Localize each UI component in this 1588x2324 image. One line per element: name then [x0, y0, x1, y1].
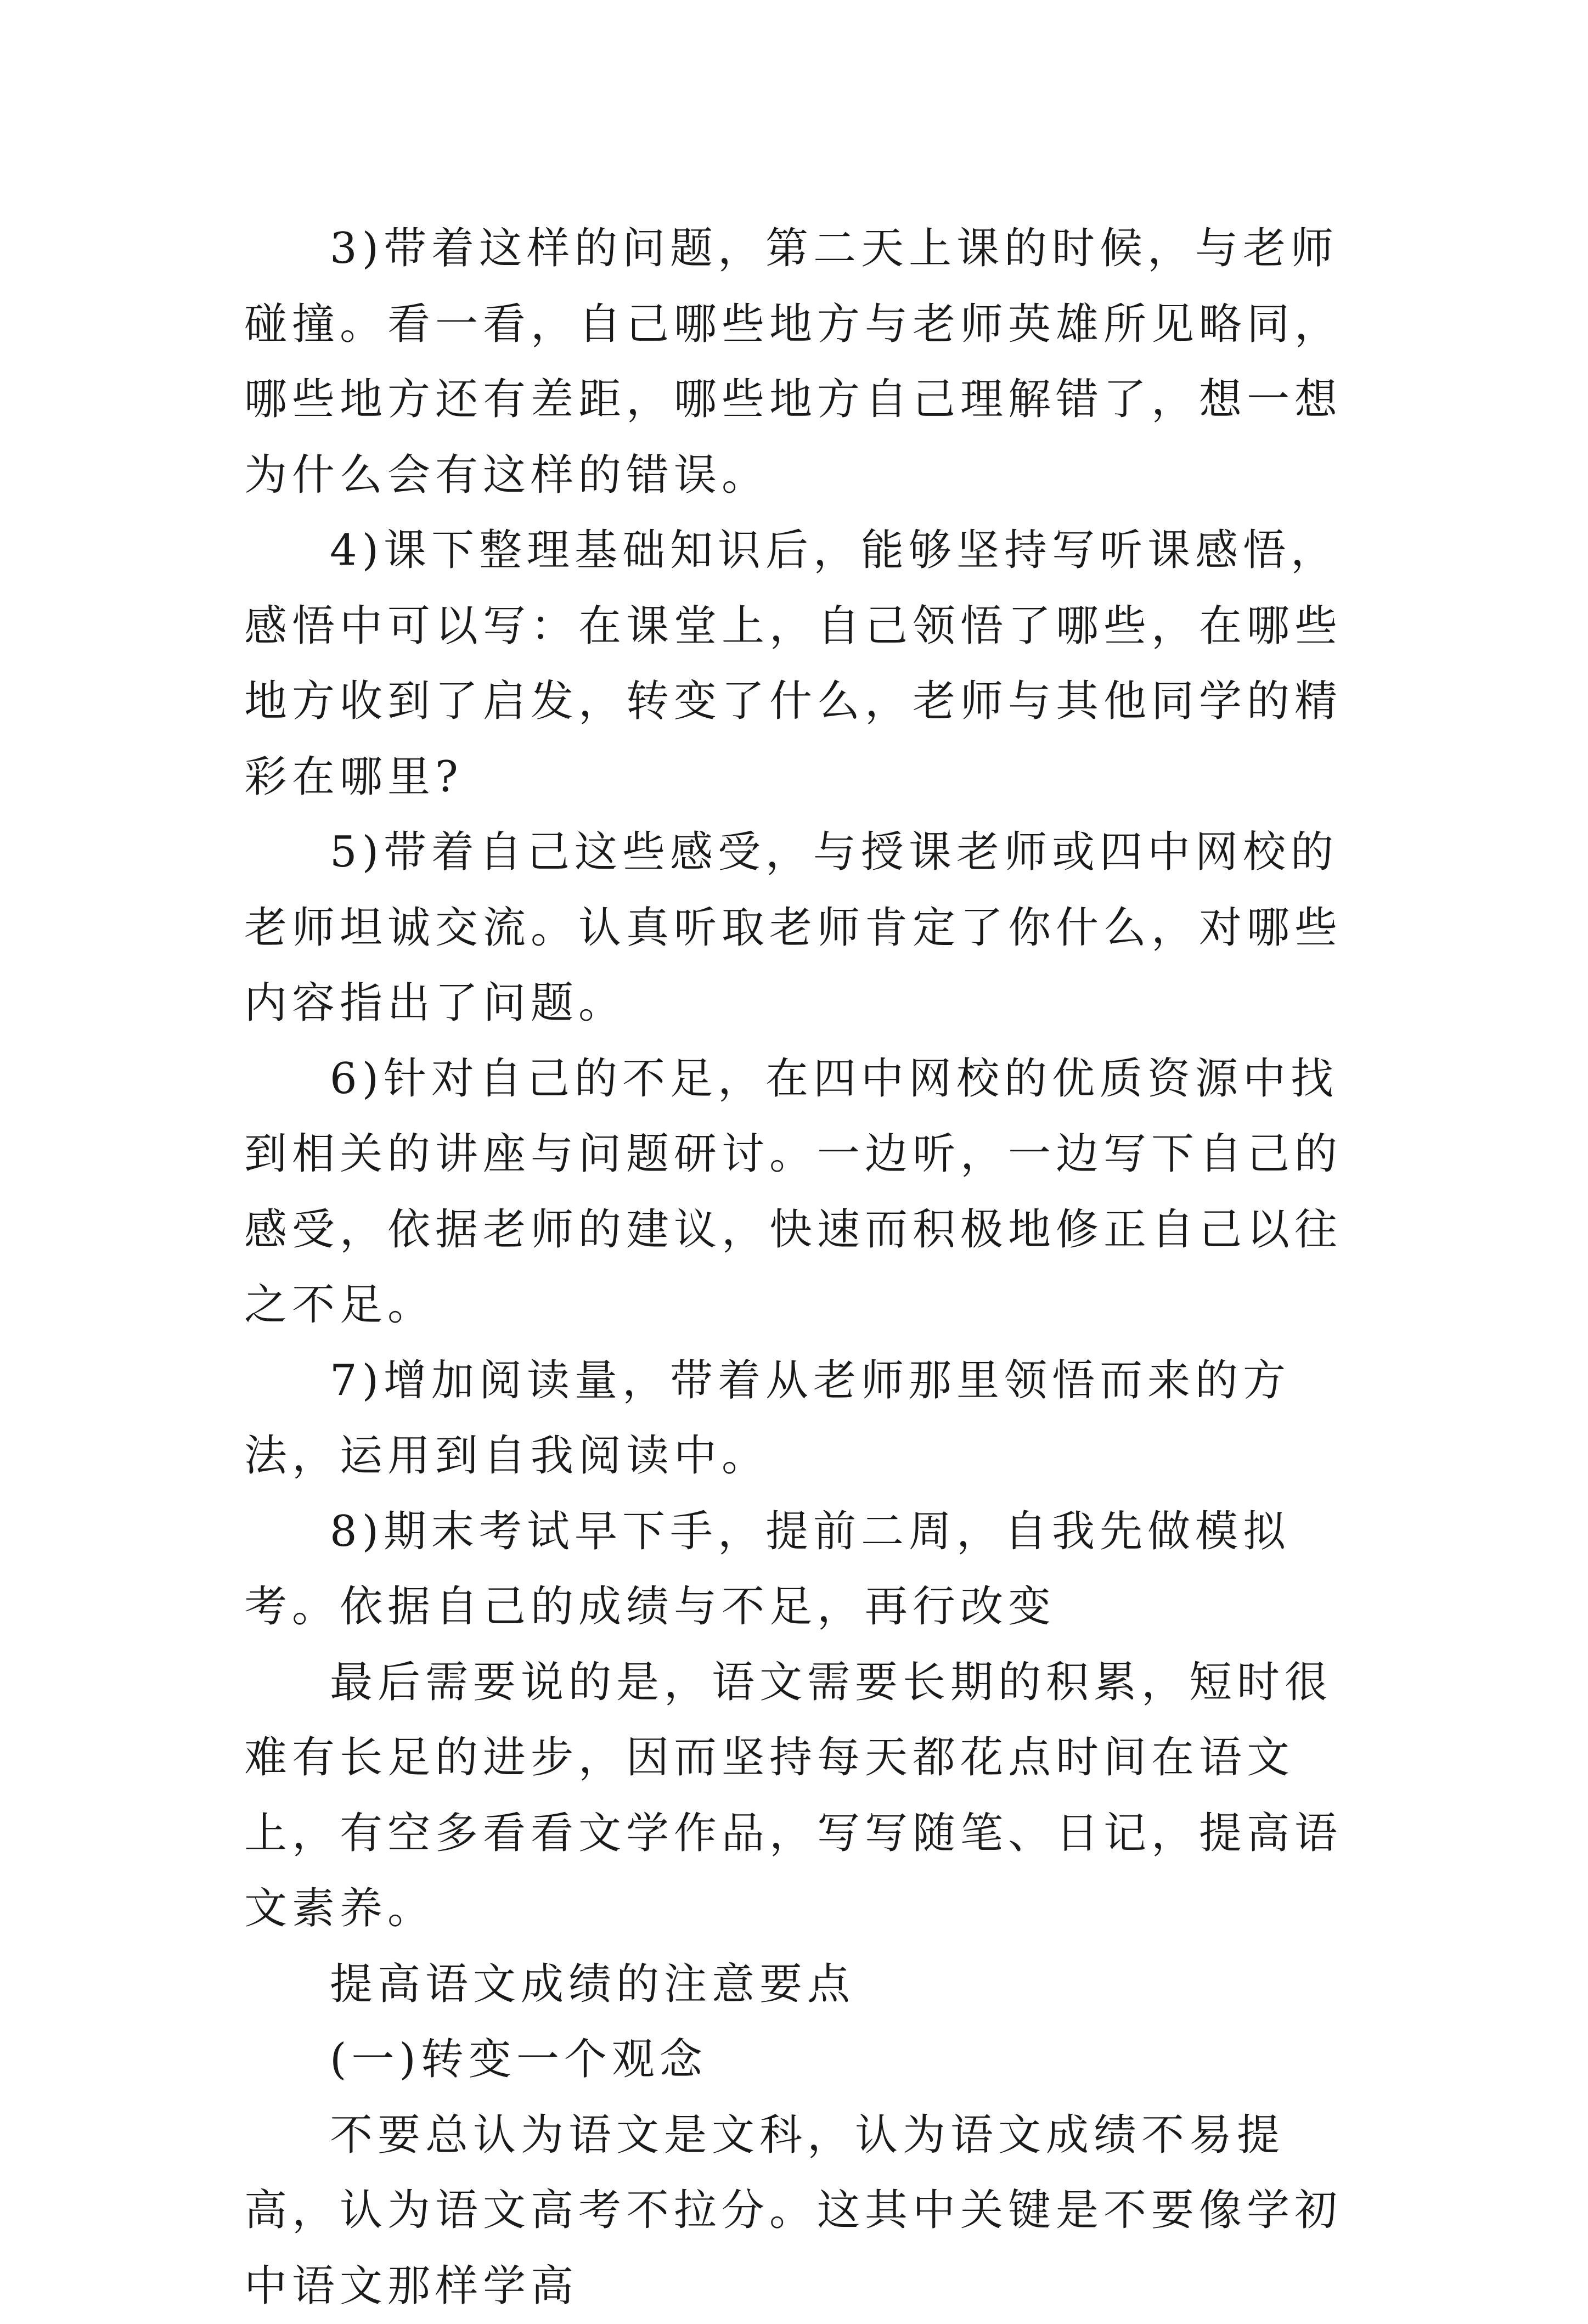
subsection-heading: (一)转变一个观念 [244, 2022, 1358, 2098]
paragraph-step-3: 3)带着这样的问题，第二天上课的时候，与老师碰撞。看一看，自己哪些地方与老师英雄所见略同，哪些地方还有差距，哪些地方自己理解错了，想一想为什么会有这样的错误。 [244, 211, 1358, 513]
paragraph-step-8: 8)期末考试早下手，提前二周，自我先做模拟考。依据自己的成绩与不足，再行改变 [244, 1494, 1358, 1645]
paragraph-conclusion: 最后需要说的是，语文需要长期的积累，短时很难有长足的进步，因而坚持每天都花点时间在语文上，有空多看看文学作品，写写随笔、日记，提高语文素养。 [244, 1645, 1358, 1947]
section-heading: 提高语文成绩的注意要点 [244, 1947, 1358, 2023]
document-body [244, 211, 1358, 2324]
paragraph-step-5: 5)带着自己这些感受，与授课老师或四中网校的老师坦诚交流。认真听取老师肯定了你什么，对哪些内容指出了问题。 [244, 815, 1358, 1042]
paragraph-step-4: 4)课下整理基础知识后，能够坚持写听课感悟，感悟中可以写：在课堂上，自己领悟了哪些，在哪些地方收到了启发，转变了什么，老师与其他同学的精彩在哪里? [244, 513, 1358, 815]
paragraph-step-6: 6)针对自己的不足，在四中网校的优质资源中找到相关的讲座与问题研讨。一边听，一边写下自己的感受，依据老师的建议，快速而积极地修正自己以往之不足。 [244, 1042, 1358, 1343]
paragraph-step-7: 7)增加阅读量，带着从老师那里领悟而来的方法，运用到自我阅读中。 [244, 1343, 1358, 1494]
paragraph-body: 不要总认为语文是文科，认为语文成绩不易提高，认为语文高考不拉分。这其中关键是不要像学初中语文那样学高 [244, 2098, 1358, 2324]
